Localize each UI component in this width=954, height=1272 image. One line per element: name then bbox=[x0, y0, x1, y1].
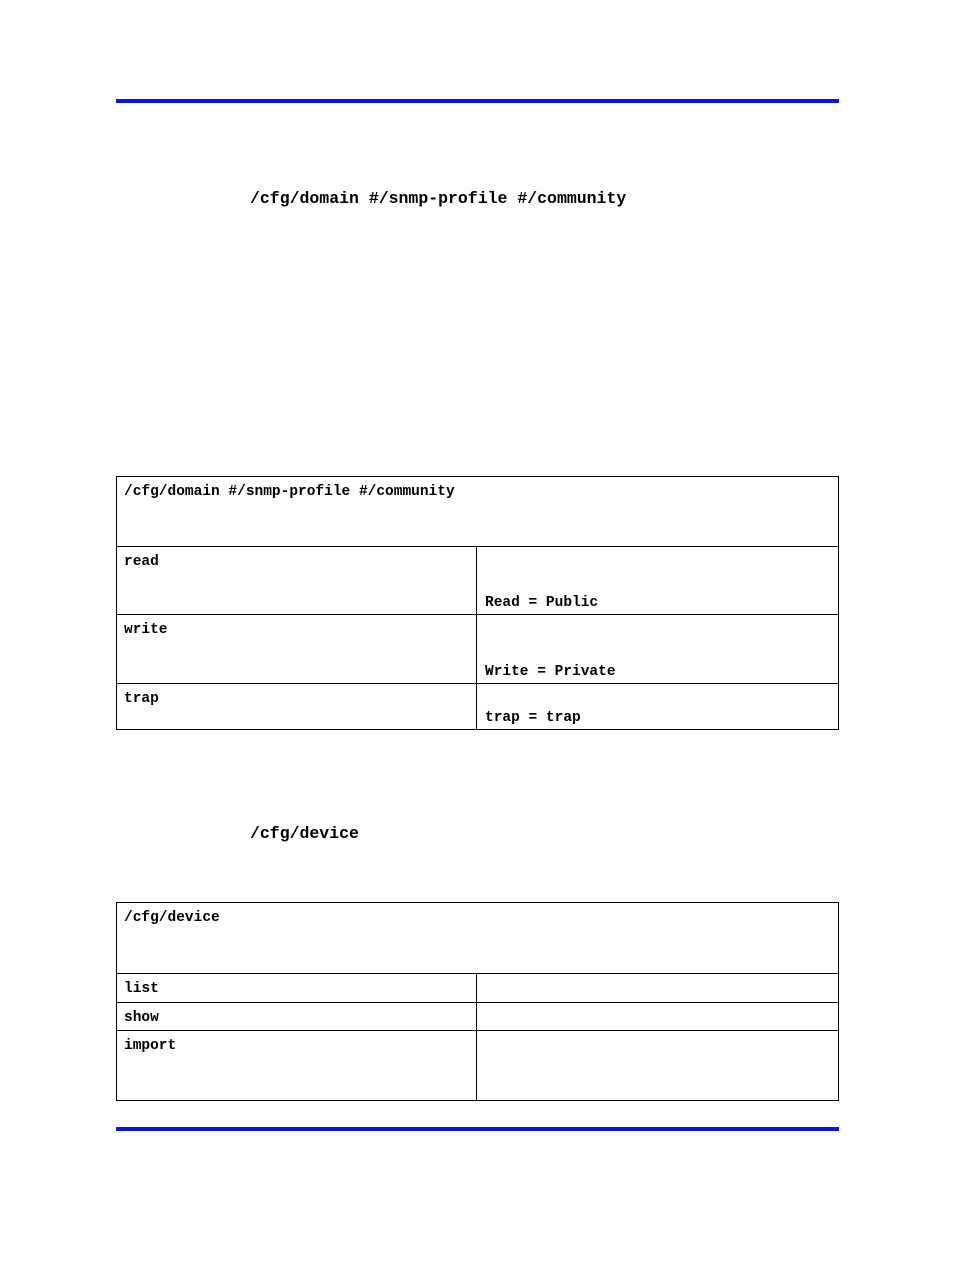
table-row-show bbox=[117, 1003, 838, 1031]
description-cell bbox=[477, 1031, 838, 1100]
description-cell bbox=[477, 684, 838, 729]
description-cell bbox=[477, 974, 838, 1002]
description-cell bbox=[477, 1003, 838, 1030]
description-cell bbox=[477, 615, 838, 683]
table-row-write bbox=[117, 615, 838, 684]
section-heading-community: /cfg/domain #/snmp-profile #/community bbox=[250, 189, 627, 208]
device-command-table bbox=[116, 902, 839, 1101]
table-row-list bbox=[117, 974, 838, 1003]
table-title: /cfg/device bbox=[117, 903, 838, 974]
footer-rule bbox=[116, 1127, 839, 1131]
command-cell: show bbox=[117, 1003, 477, 1030]
section-heading-device: /cfg/device bbox=[250, 824, 359, 843]
default-value: trap = trap bbox=[485, 710, 581, 726]
table-row-import bbox=[117, 1031, 838, 1100]
command-cell: read bbox=[117, 547, 477, 614]
table-title: /cfg/domain #/snmp-profile #/community bbox=[117, 477, 838, 547]
command-cell: import bbox=[117, 1031, 477, 1100]
command-cell: write bbox=[117, 615, 477, 683]
description-cell bbox=[477, 547, 838, 614]
table-row-trap bbox=[117, 684, 838, 729]
command-cell: list bbox=[117, 974, 477, 1002]
community-command-table bbox=[116, 476, 839, 730]
header-rule bbox=[116, 99, 839, 103]
default-value: Read = Public bbox=[485, 595, 599, 611]
table-row-read bbox=[117, 547, 838, 615]
default-value: Write = Private bbox=[485, 664, 616, 680]
command-cell: trap bbox=[117, 684, 477, 729]
